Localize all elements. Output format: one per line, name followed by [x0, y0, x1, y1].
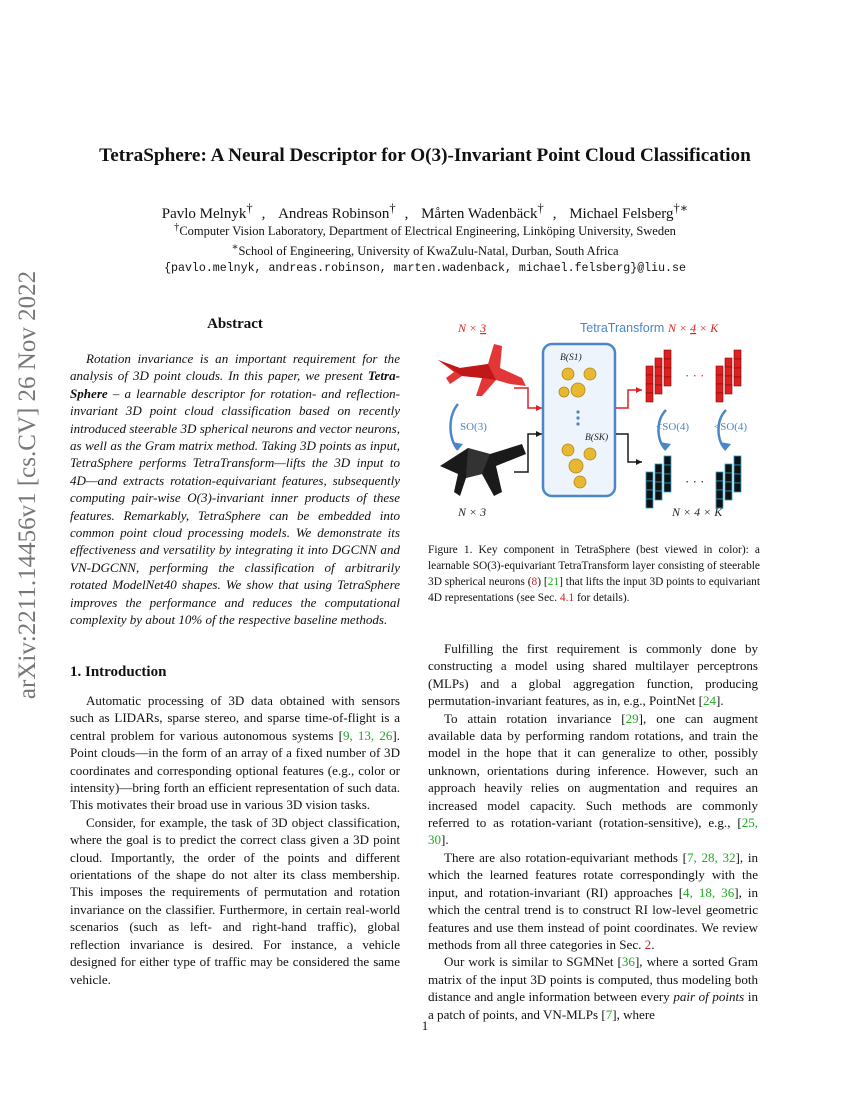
introduction-body [70, 692, 400, 988]
red-airplane-icon [438, 344, 526, 396]
citation-link[interactable]: 25, 30 [428, 815, 758, 848]
section-link[interactable]: 4.1 [559, 592, 575, 604]
affiliation-2: ∗School of Engineering, University of KwaZulu-Natal, Durban, South Africa [231, 242, 619, 259]
b-s1-label: B(S1) [560, 353, 582, 363]
section-link[interactable]: 2 [644, 936, 652, 952]
page-number: 1 [421, 1018, 429, 1033]
so3-label: SO(3) [460, 421, 487, 433]
section-heading-introduction: 1. Introduction [70, 664, 167, 680]
paragraph: Our work is similar to SGMNet [36], where a sorted Gram matrix of the input 3D points is computed, thus modeling both distance and angle information between every pair of points in a patch of points, and VN-MLPs [7], where [428, 954, 758, 1022]
fig-label-input-bottom: N × 3 [458, 505, 487, 519]
citation-link[interactable]: 21 [547, 576, 560, 588]
figure-1 [430, 316, 762, 528]
fig-label-output-bottom: N × 4 × K [672, 505, 723, 519]
citation-link[interactable]: 36 [621, 954, 635, 970]
citation-link[interactable]: 7, 28, 32 [687, 849, 736, 865]
paragraph: To attain rotation invariance [29], one can augment available data by performing random rotations, and train the model in the hope that it can generalize to other, possibly unknown, orientations during inference. However, such an approach heavily relies on augmentation and requires an increased model capacity. Such methods are commonly referred to as rotation-variant (rotation-sensitive), e.g., [25, 30]. [428, 710, 758, 848]
arxiv-id: arXiv:2211.14456v1 [cs.CV] 26 Nov 2022 [14, 270, 41, 700]
author: Mårten Wadenbäck† [421, 201, 544, 222]
so4-label: <SO(4) [656, 421, 690, 433]
citation-link[interactable]: 4, 18, 36 [683, 884, 735, 900]
fig-label-input-top: N × 3 [458, 321, 487, 335]
paragraph: Fulfilling the first requirement is commonly done by constructing a model using shared multilayer perceptrons (MLPs) and a global aggregation function, producing permutation-invariant features, as in, e.g., PointNet [24]. [428, 641, 758, 709]
fig-label-output-top: N × 4 × K [668, 321, 719, 335]
abstract-heading: Abstract [207, 316, 263, 332]
equation-link[interactable]: 8 [531, 576, 538, 588]
figure-1-caption: Figure 1. Key component in TetraSphere (best viewed in color): a learnable SO(3)-equivariant TetraTransform layer consisting of steerable 3D spherical neurons (8) [21] that lifts the input 3D points to equivariant 4D representations (see Sec. 4.1 for details). [428, 544, 760, 604]
paper-title: TetraSphere: A Neural Descriptor for O(3)-Invariant Point Cloud Classification [99, 145, 751, 166]
author: Pavlo Melnyk† [161, 201, 253, 222]
paragraph: There are also rotation-equivariant methods [7, 28, 32], in which the learned features rotate correspondingly with the input, and rotation-invariant (RI) approaches [4, 18, 36], in which the central trend is to construct RI low-level geometric features and use them instead of point coordinates. We review methods from all three categories in Sec. 2. [428, 849, 758, 952]
citation-link[interactable]: 24 [703, 693, 717, 709]
author-emails: {pavlo.melnyk, andreas.robinson, marten.wadenback, michael.felsberg}@liu.se [164, 262, 686, 275]
author: Andreas Robinson† [278, 201, 396, 222]
author: Michael Felsberg†∗ [569, 201, 689, 222]
ellipsis-bottom: · · · [685, 474, 705, 489]
paragraph: Automatic processing of 3D data obtained with sensors such as LIDARs, sparse stereo, and sparse time-of-flight is a central problem for various autonomous systems [9, 13, 26]. Point clouds—in the form of an array of a fixed number of 3D coordinates and corresponding optional features (e.g., color or intensity)—bring forth an efficient representation of such data. This motivates their broad use in various 3D vision tasks. [70, 693, 401, 813]
abstract-body: Rotation invariance is an important requirement for the analysis of 3D point clouds. In this paper, we present Tetra-Sphere – a learnable descriptor for rotation- and reflection-invariant 3D point cloud classification based on recently introduced steerable 3D spherical neurons and vector neurons, as well as the Gram matrix method. Taking 3D points as input, TetraSphere performs TetraTransform—lifts the 3D input to 4D—and extracts rotation-equivariant features, subsequently computing pair-wise O(3)-invariant inner products of these features. Remarkably, TetraSphere can be embedded into common point cloud processing models. We demonstrate its effectiveness and versatility by integrating it into DGCNN and VN-DGCNN, performing the classification of arbitrarily rotated ModelNet40 shapes. We show that using TetraSphere improves the performance and reduces the computational complexity by about 10% of the respective baseline methods. [70, 351, 400, 628]
paragraph: Consider, for example, the task of 3D object classification, where the goal is to predict the correct class given a 3D point cloud. Importantly, the order of the points and different orientations of the shape do not alter its class membership. This imposes the requirements of permutation and rotation invariance on the classifier. Furthermore, in certain real-world scenarios (such as left- and right-hand traffic), global reflection invariance is desired. For instance, a vehicle designed for either type of traffic may be considered the same vehicle. [70, 814, 400, 987]
author-list: Pavlo Melnyk† , Andreas Robinson† , Mårten Wadenbäck† , Michael Felsberg†∗ [161, 201, 689, 222]
tetratransform-block [543, 344, 615, 496]
black-airplane-icon [440, 444, 526, 496]
ellipsis-top: · · · [685, 368, 705, 383]
arxiv-stamp [6, 270, 50, 700]
right-column-body [428, 640, 758, 1023]
tetratransform-title: TetraTransform [580, 321, 665, 335]
b-sk-label: B(SK) [585, 433, 609, 443]
citation-link[interactable]: 7 [605, 1006, 613, 1022]
affiliation-1: †Computer Vision Laboratory, Department of Electrical Engineering, Linköping University, Sweden [174, 222, 676, 239]
so4-label: <SO(4) [714, 421, 748, 433]
citation-link[interactable]: 29 [625, 710, 639, 726]
citation-link[interactable]: 9, 13, 26 [342, 727, 393, 743]
